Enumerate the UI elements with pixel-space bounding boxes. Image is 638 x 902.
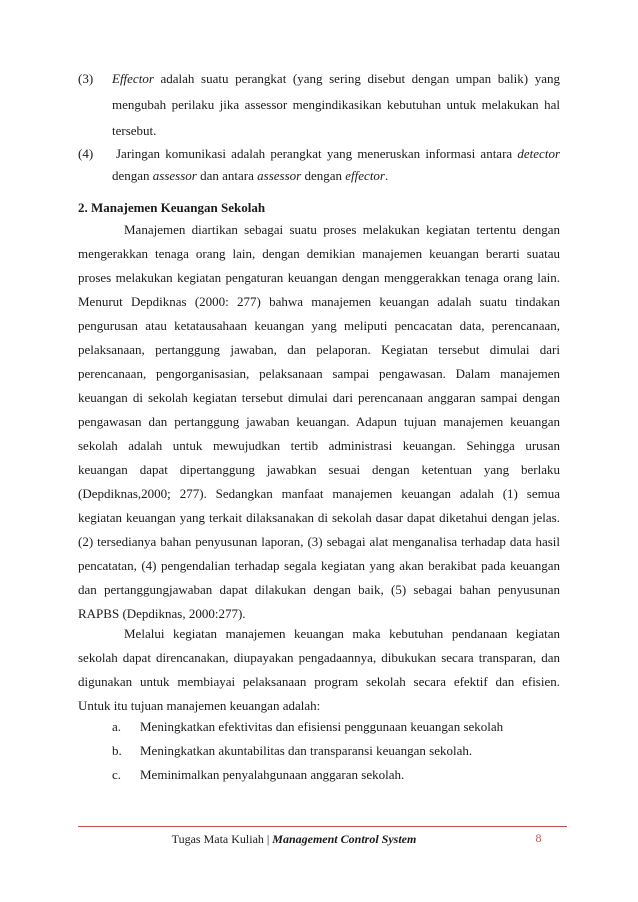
item3-number: (3) — [78, 71, 94, 86]
goal-text: Meningkatkan efektivitas dan efisiensi penggunaan keuangan sekolah — [140, 719, 504, 734]
paragraph-1-line: Menurut Depdiknas (2000: 277) bahwa manajemen keuangan adalah suatu tindakan — [78, 294, 560, 309]
paragraph-1-line: pencatatan, (4) pengendalian terhadap segala kegiatan yang akan berakibat pada keuangan — [78, 558, 560, 573]
footer-title: Management Control System — [272, 832, 417, 846]
paragraph-1-line: keuangan dapat dipertanggung jawabkan sesuai dengan ketentuan yang berlaku — [78, 462, 560, 477]
paragraph-1-line: Manajemen diartikan sebagai suatu proses melakukan kegiatan tertentu dengan — [124, 222, 560, 237]
goal-letter: b. — [112, 743, 122, 758]
paragraph-2-line: Untuk itu tujuan manajemen keuangan adalah: — [78, 698, 321, 713]
item4-line1: Jaringan komunikasi adalah perangkat yang meneruskan informasi antara detector — [116, 146, 560, 161]
paragraph-1-line: kegiatan keuangan yang terkait dilaksanakan di sekolah dasar dapat diketahui dengan jelas. — [78, 510, 560, 525]
footer-course: Tugas Mata Kuliah | — [171, 832, 270, 846]
footer-text — [78, 832, 510, 847]
goal-text: Meminimalkan penyalahgunaan anggaran sekolah. — [140, 767, 405, 782]
paragraph-1-line: perencanaan, pengorganisasian, pelaksanaan sampai pengawasan. Dalam manajemen — [78, 366, 560, 381]
paragraph-2-line: sekolah dapat direncanakan, diupayakan pengadaannya, dibukukan secara transparan, dan — [78, 650, 560, 665]
paragraph-1-line: dan pertanggungjawaban dapat dilakukan dengan baik, (5) sebagai bahan penyusunan — [78, 582, 560, 597]
goal-text: Meningkatkan akuntabilitas dan transparansi keuangan sekolah. — [140, 743, 473, 758]
paragraph-1-line: pengurusan atau ketatausahaan keuangan yang meliputi pencacatan data, perencanaan, — [78, 318, 560, 333]
paragraph-1-line: mengerakkan tenaga orang lain, dengan demikian manajemen keuangan berarti suatau — [78, 246, 560, 261]
page-number: 8 — [510, 827, 567, 850]
footer-divider — [78, 826, 567, 827]
item3-line1: Effector adalah suatu perangkat (yang sering disebut dengan umpan balik) yang — [112, 71, 560, 86]
goal-letter: c. — [112, 767, 122, 782]
item4-line2: dengan assessor dan antara assessor dengan effector. — [112, 168, 389, 183]
paragraph-1-line: proses melakukan kegiatan pengaturan keuangan dengan menggerakkan tenaga orang lain. — [78, 270, 560, 285]
goal-letter: a. — [112, 719, 122, 734]
paragraph-2-line: digunakan untuk membiayai pelaksanaan program sekolah secara efektif dan efisien. — [78, 674, 560, 689]
paragraph-1-line: keuangan di sekolah kegiatan tersebut dimulai dari perencanaan anggaran sampai dengan — [78, 390, 560, 405]
paragraph-1-line: (2) tersedianya bahan penyusunan laporan, (3) sebagai alat menganalisa terhadap data hasil — [78, 534, 560, 549]
detector-term: detector — [517, 146, 560, 161]
section-heading: 2. Manajemen Keuangan Sekolah — [78, 200, 266, 215]
effector-term: Effector — [112, 71, 154, 86]
paragraph-2-line: Melalui kegiatan manajemen keuangan maka kebutuhan pendanaan kegiatan — [124, 626, 560, 641]
paragraph-1-line: sekolah adalah untuk mewujudkan tertib administrasi keuangan. Sehingga urusan — [78, 438, 560, 453]
paragraph-1-line: pengawasan dan pertanggung jawaban keuangan. Adapun tujuan manajemen keuangan — [78, 414, 560, 429]
paragraph-1-line: pelaksanaan, pertanggung jawaban, dan pelaporan. Kegiatan tersebut dimulai dari — [78, 342, 560, 357]
paragraph-1-line: RAPBS (Depdiknas, 2000:277). — [78, 606, 246, 621]
item3-line3: tersebut. — [112, 123, 157, 138]
paragraph-1-line: (Depdiknas,2000; 277). Sedangkan manfaat manajemen keuangan adalah (1) semua — [78, 486, 560, 501]
item4-number: (4) — [78, 146, 94, 161]
item3-line2: mengubah perilaku jika assessor mengindikasikan kebutuhan untuk melakukan hal — [112, 97, 560, 112]
